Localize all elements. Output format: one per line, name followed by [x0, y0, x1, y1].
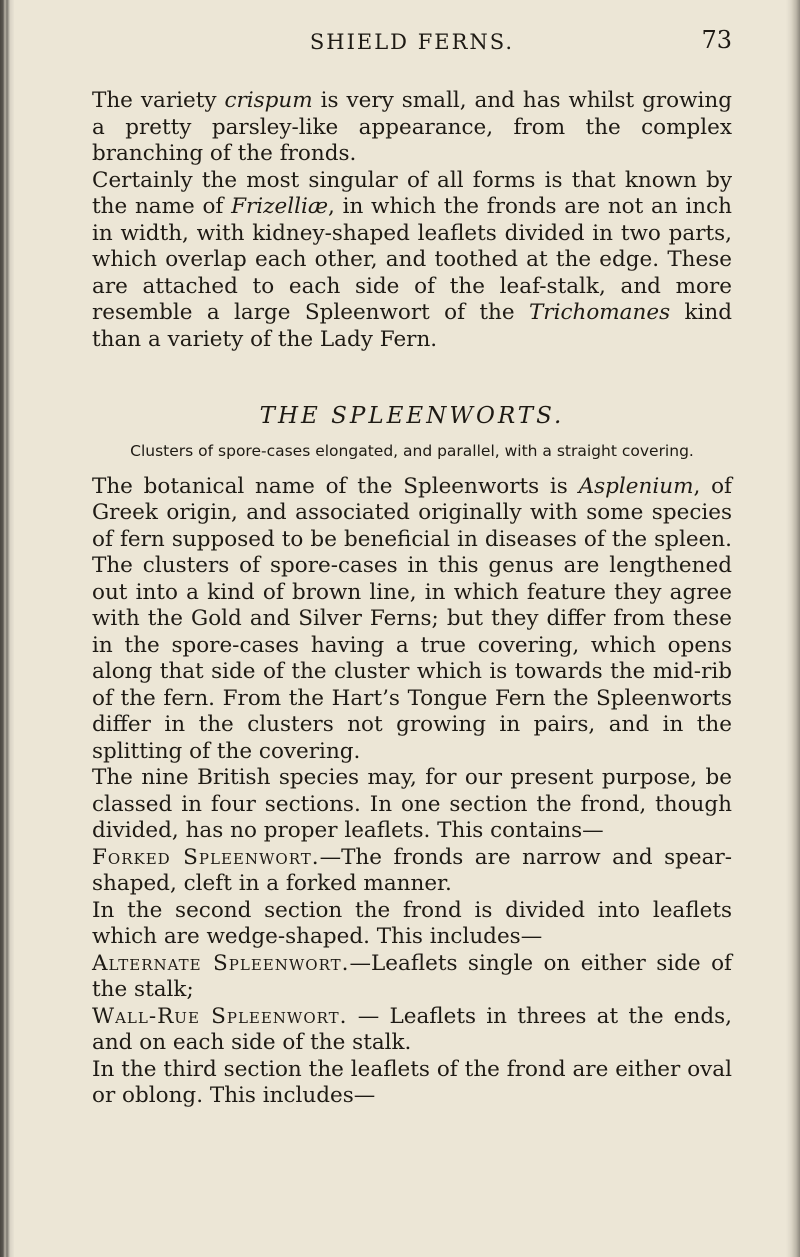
paragraph-wall-rue-spleenwort: Wall-Rue Spleenwort. — Leaflets in threes at the ends, and on each side of the stalk.: [92, 1003, 732, 1055]
species-name-alternate: Alternate Spleenwort.: [92, 950, 350, 976]
species-name-forked: Forked Spleenwort.: [92, 844, 320, 870]
section-caption: Clusters of spore-cases elongated, and parallel, with a straight covering.: [130, 441, 694, 460]
paragraph-second-section: In the second section the frond is divided into leaflets which are wedge-shaped. This includes—: [92, 897, 732, 949]
paragraph-third-section: In the third section the leaflets of the frond are either oval or oblong. This includes—: [92, 1056, 732, 1108]
emphasis-crispum: crispum: [224, 88, 313, 113]
page-header: [92, 26, 732, 66]
emphasis-frizelliae: Frizelliæ: [231, 194, 329, 219]
emphasis-asplenium: Asplenium: [578, 473, 694, 499]
paragraph-botanical-name: The botanical name of the Spleenworts is Asplenium, of Greek origin, and associated originally with some species of fern supposed to be beneficial in diseases of the spleen. The clusters of spore-cases in this genus are lengthened out into a kind of brown line, in which feature they agree with the Gold and Silver Ferns; but they differ from these in the spore-cases having a true covering, which opens along that side of the cluster which is towards the mid-rib of the fern. From the Hart’s Tongue Fern the Spleenworts differ in the clusters not growing in pairs, and in the splitting of the covering.: [92, 473, 732, 764]
page-binding-edge: [0, 0, 14, 1257]
emphasis-trichomanes: Trichomanes: [528, 300, 671, 325]
paragraph-forked-spleenwort: Forked Spleenwort.—The fronds are narrow and spear-shaped, cleft in a forked manner.: [92, 844, 732, 896]
paragraph-nine-species: The nine British species may, for our present purpose, be classed in four sections. In one section the frond, though divided, has no proper leaflets. This contains—: [92, 765, 732, 843]
page-body: [92, 88, 732, 1110]
species-name-wall-rue: Wall-Rue Spleenwort.: [92, 1003, 348, 1029]
paragraph-frizelliae: Certainly the most singular of all forms is that known by the name of Frizelliæ, in which the fronds are not an inch in width, with kidney-shaped leaflets divided in two parts, which overlap each other, and toothed at the edge. These are attached to each side of the leaf-stalk, and more resemble a large Spleenwort of the Trichomanes kind than a variety of the Lady Fern.: [92, 167, 732, 352]
page-number: 73: [701, 26, 732, 54]
running-head: SHIELD FERNS.: [309, 30, 515, 54]
section-heading: THE SPLEENWORTS.: [259, 403, 565, 429]
paragraph-alternate-spleenwort: Alternate Spleenwort.—Leaflets single on either side of the stalk;: [92, 950, 732, 1002]
paragraph-crispum: The variety crispum is very small, and has whilst growing a pretty parsley-like appearance, from the complex branching of the fronds.: [92, 88, 732, 166]
page-right-edge: [786, 0, 800, 1257]
